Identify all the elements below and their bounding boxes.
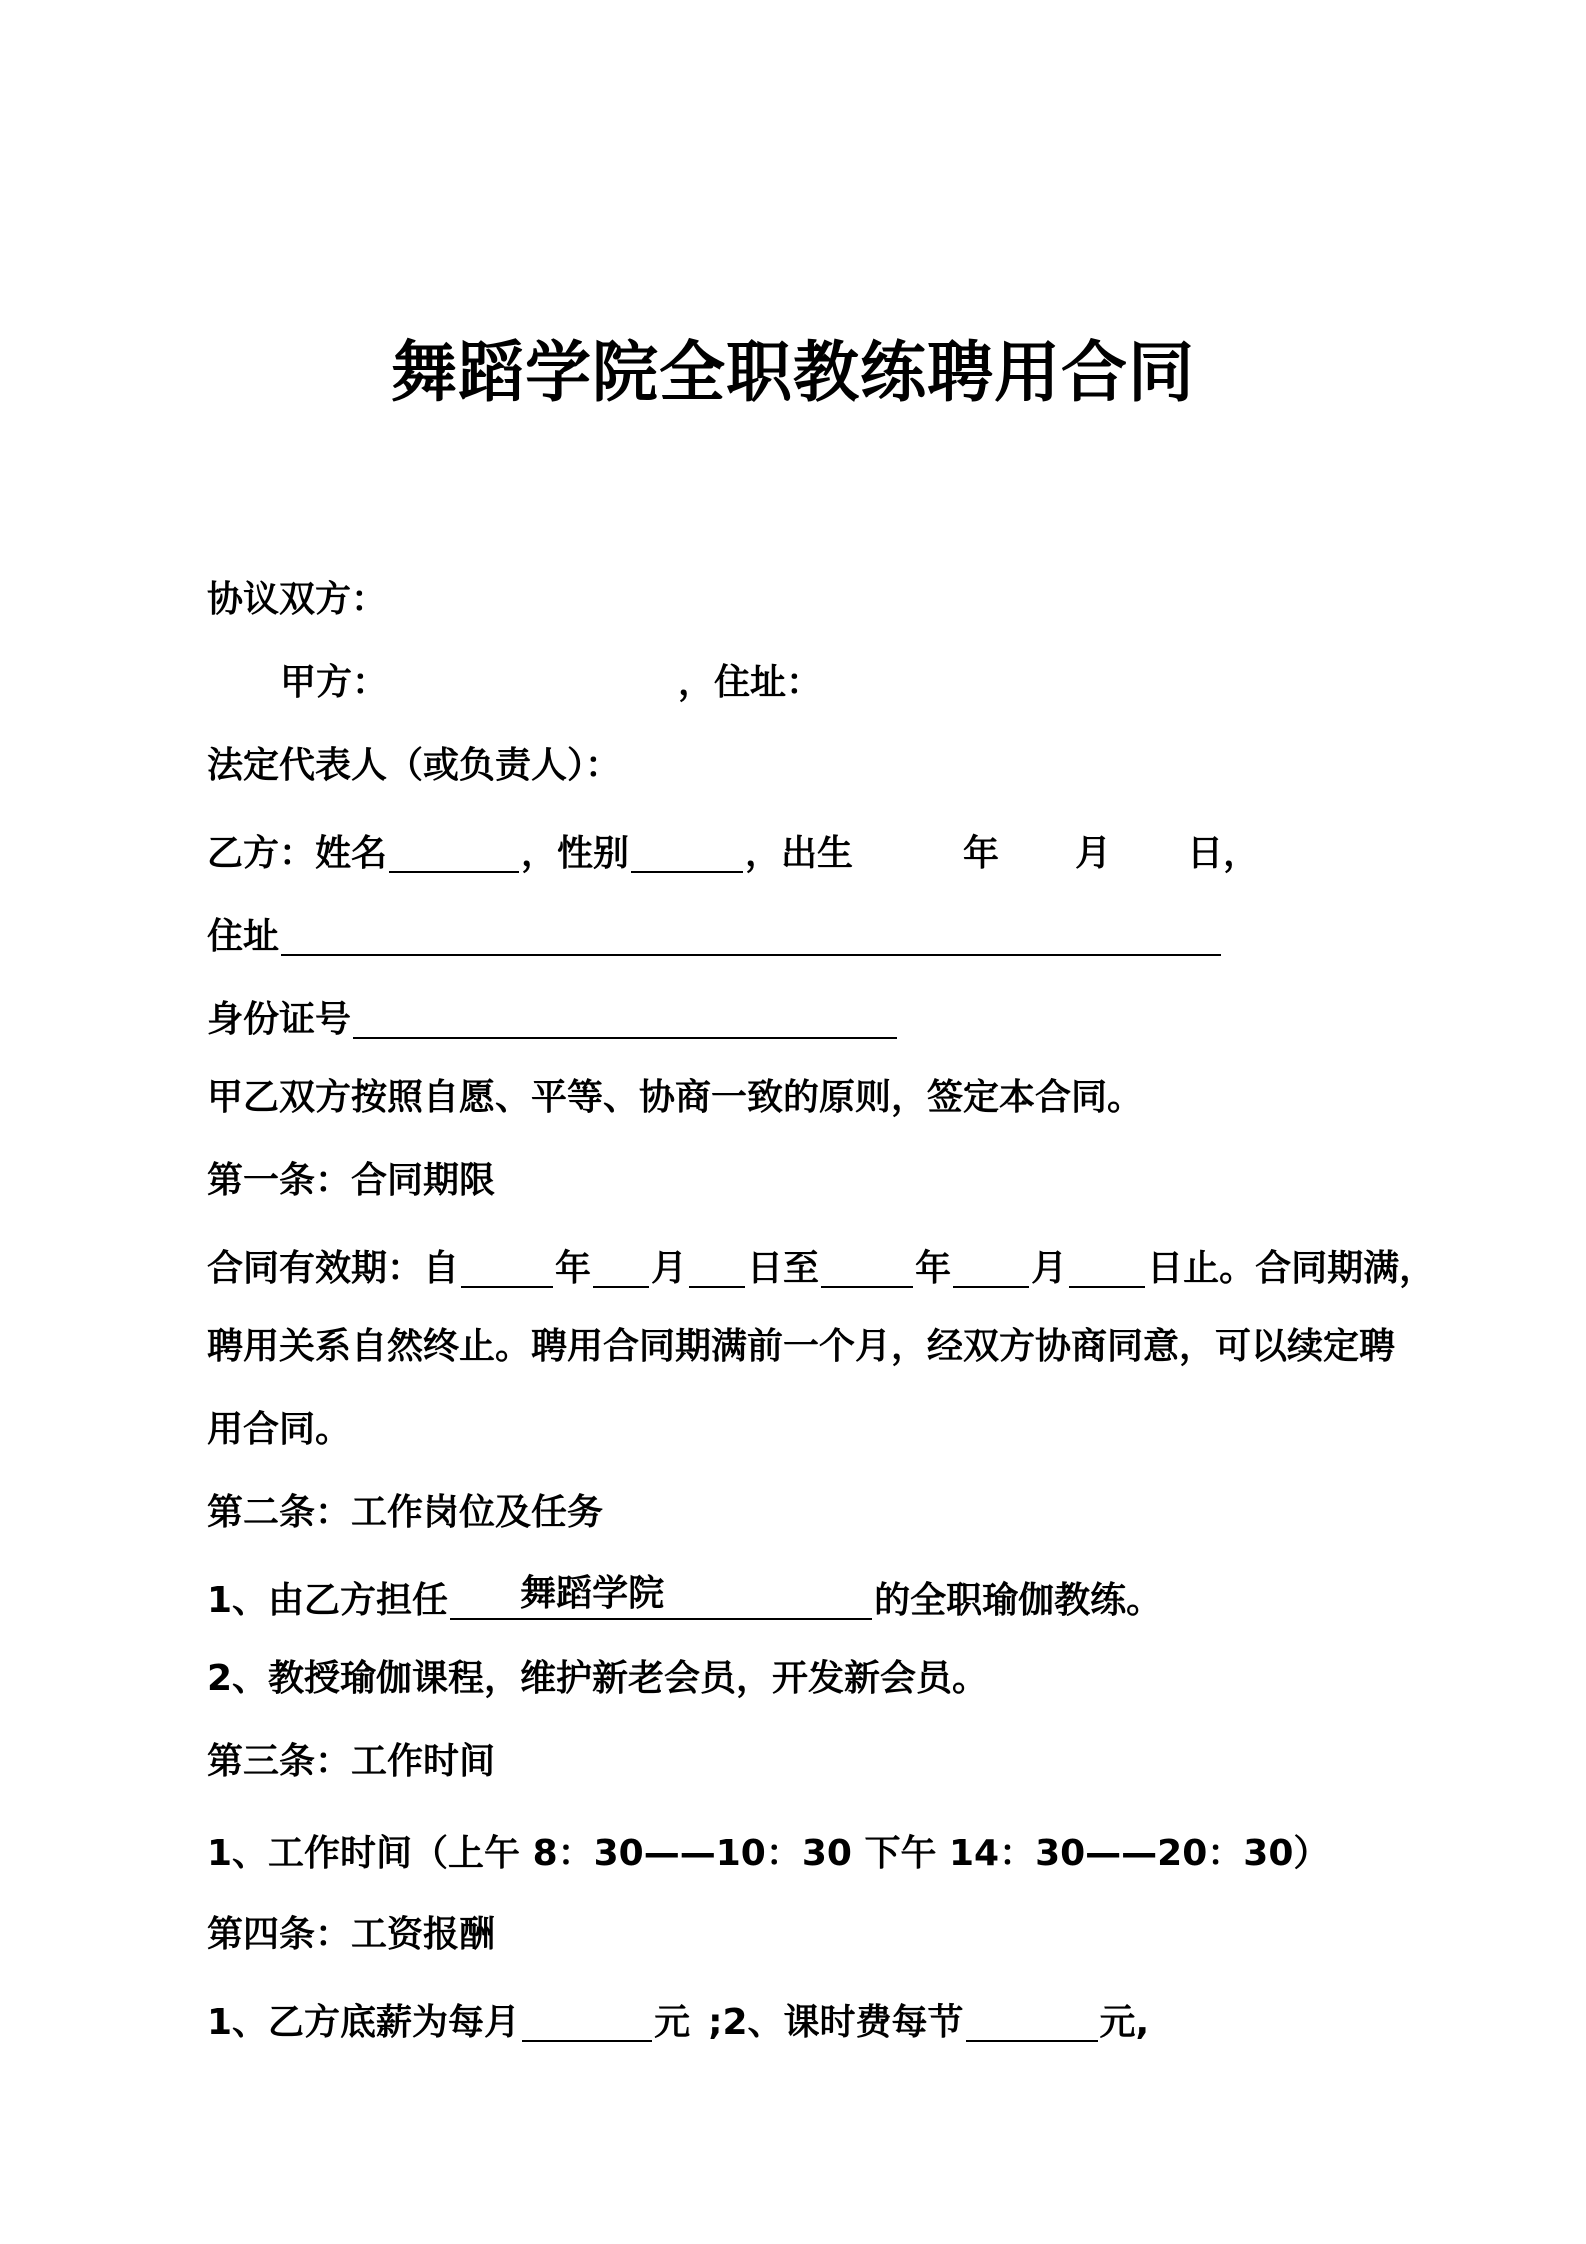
article3-item1: 1、工作时间（上午 8：30——10：30 下午 14：30——20：30）: [207, 1833, 1330, 1874]
id-line: [207, 997, 899, 1039]
address-line: [207, 914, 1223, 956]
address-label: 住址: [207, 916, 280, 957]
term-line-3: 用合同。: [207, 1409, 352, 1450]
start-year-label: 年: [555, 1248, 592, 1289]
salary-prefix: 1、乙方底薪为每月: [207, 2002, 521, 2043]
article2-heading: 第二条：工作岗位及任务: [207, 1492, 604, 1533]
party-a-label: 甲方：: [280, 662, 389, 703]
id-blank[interactable]: [353, 997, 897, 1039]
principle-text: 甲乙双方按照自愿、平等、协商一致的原则，签定本合同。: [207, 1077, 1144, 1118]
article4-heading: 第四条：工资报酬: [207, 1914, 496, 1955]
article2-item2: 2、教授瑜伽课程，维护新老会员，开发新会员。: [207, 1658, 989, 1699]
article4-item1: [207, 2000, 1149, 2042]
item1-prefix: 1、由乙方担任: [207, 1580, 449, 1621]
party-b-line: [207, 831, 1259, 873]
item1-suffix: 的全职瑜伽教练。: [874, 1580, 1163, 1621]
document-title: 舞蹈学院全职教练聘用合同: [391, 334, 1195, 411]
start-month-label: 月: [651, 1248, 688, 1289]
position-blank[interactable]: [450, 1573, 872, 1620]
start-month-blank[interactable]: [593, 1246, 649, 1288]
lesson-fee-blank[interactable]: [966, 2000, 1098, 2042]
party-b-name-label: 乙方：姓名: [207, 833, 388, 874]
party-a-line: [280, 662, 823, 703]
start-day-blank[interactable]: [689, 1246, 745, 1288]
lesson-fee-prefix: ;2、课时费每节: [708, 2002, 964, 2043]
position-fill: 舞蹈学院: [520, 1573, 665, 1614]
salary-unit: 元: [654, 2002, 691, 2043]
party-a-address-label: ，住址：: [678, 662, 823, 703]
article1-heading: 第一条：合同期限: [207, 1160, 496, 1201]
end-month-blank[interactable]: [953, 1246, 1029, 1288]
term-line-2: 聘用关系自然终止。聘用合同期满前一个月，经双方协商同意，可以续定聘: [207, 1326, 1396, 1367]
end-day-blank[interactable]: [1069, 1246, 1145, 1288]
birth-month-label: 月: [1075, 833, 1112, 874]
birth-year-label: 年: [963, 833, 1000, 874]
legal-rep-line: 法定代表人（或负责人）：: [207, 745, 622, 786]
article3-heading: 第三条：工作时间: [207, 1741, 496, 1782]
end-year-blank[interactable]: [821, 1246, 913, 1288]
name-blank[interactable]: [389, 831, 519, 873]
start-year-blank[interactable]: [461, 1246, 553, 1288]
birth-label: ，出生: [745, 833, 854, 874]
id-label: 身份证号: [207, 999, 352, 1040]
article2-item1: [207, 1573, 1163, 1621]
parties-heading: 协议双方：: [207, 579, 388, 620]
term-suffix: 日止。合同期满，: [1147, 1248, 1436, 1289]
start-day-to-label: 日至: [747, 1248, 820, 1289]
gender-blank[interactable]: [631, 831, 743, 873]
address-blank[interactable]: [281, 914, 1221, 956]
term-line: [207, 1246, 1435, 1288]
end-year-label: 年: [915, 1248, 952, 1289]
end-month-label: 月: [1031, 1248, 1068, 1289]
gender-label: ，性别: [521, 833, 630, 874]
term-prefix: 合同有效期：自: [207, 1248, 460, 1289]
lesson-fee-unit: 元,: [1099, 2002, 1150, 2043]
birth-day-label: 日，: [1187, 833, 1260, 874]
salary-blank[interactable]: [522, 2000, 652, 2042]
